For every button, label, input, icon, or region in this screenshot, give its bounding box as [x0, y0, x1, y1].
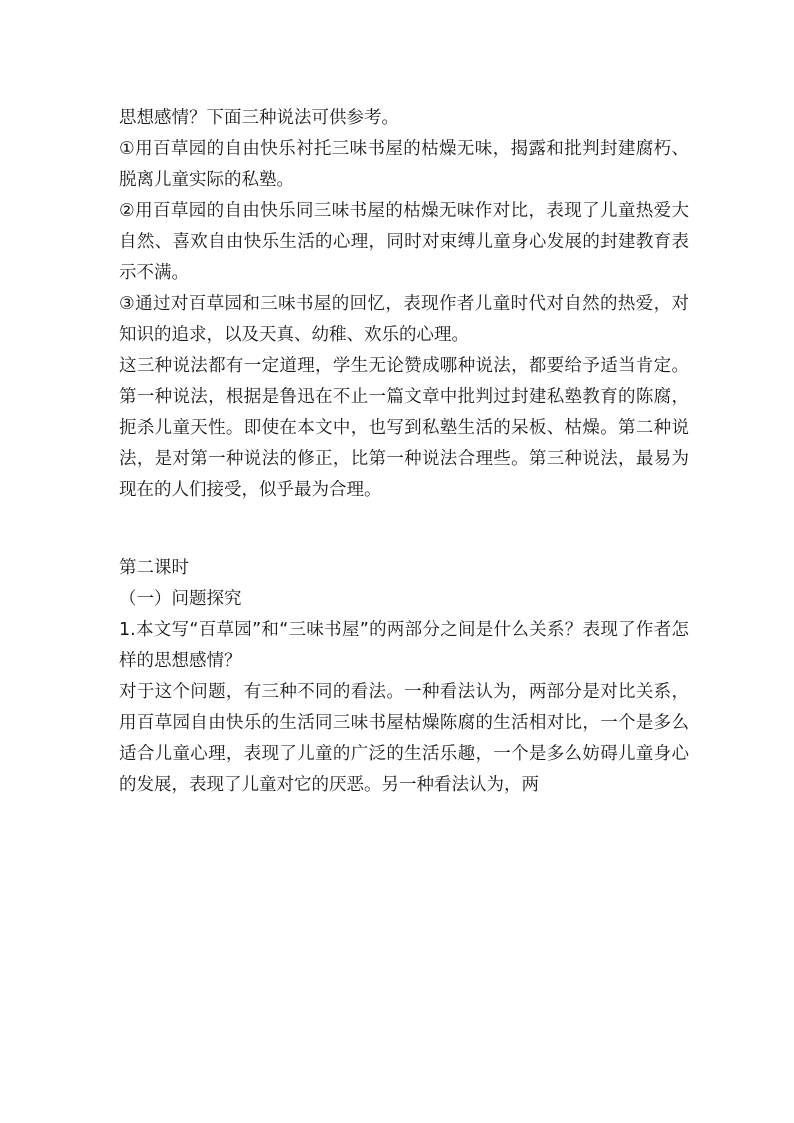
- lesson-title: 第二课时: [119, 558, 189, 578]
- document-body: [119, 103, 689, 801]
- question-text: 1.本文写“百草园”和“三味书屋”的两部分之间是什么关系？表现了作者怎样的思想感情？: [119, 620, 689, 671]
- paragraph-intro: 思想感情？下面三种说法可供参考。: [119, 108, 399, 128]
- answer-text: 对于这个问题，有三种不同的看法。一种看法认为，两部分是对比关系，用百草园自由快乐的生活同三味书屋枯燥陈腐的生活相对比，一个是多么适合儿童心理，表现了儿童的广泛的生活乐趣，一个是多么妨碍儿童身心的发展，表现了儿童对它的厌恶。另一种看法认为，两: [119, 682, 689, 795]
- subsection-title: （一）问题探究: [119, 589, 242, 609]
- paragraph-view-1: ①用百草园的自由快乐衬托三味书屋的枯燥无味，揭露和批判封建腐朽、脱离儿童实际的私塾。: [119, 139, 689, 190]
- paragraph-commentary: 这三种说法都有一定道理，学生无论赞成哪种说法，都要给予适当肯定。第一种说法，根据是鲁迅在不止一篇文章中批判过封建私塾教育的陈腐，扼杀儿童天性。即使在本文中，也写到私塾生活的呆板、枯燥。第二种说法，是对第一种说法的修正，比第一种说法合理些。第三种说法，最易为现在的人们接受，似乎最为合理。: [119, 356, 689, 500]
- paragraph-view-3: ③通过对百草园和三味书屋的回忆，表现作者儿童时代对自然的热爱，对知识的追求，以及天真、幼稚、欢乐的心理。: [119, 294, 689, 345]
- paragraph-view-2: ②用百草园的自由快乐同三味书屋的枯燥无味作对比，表现了儿童热爱大自然、喜欢自由快乐生活的心理，同时对束缚儿童身心发展的封建教育表示不满。: [119, 201, 689, 283]
- section-gap: [119, 506, 689, 553]
